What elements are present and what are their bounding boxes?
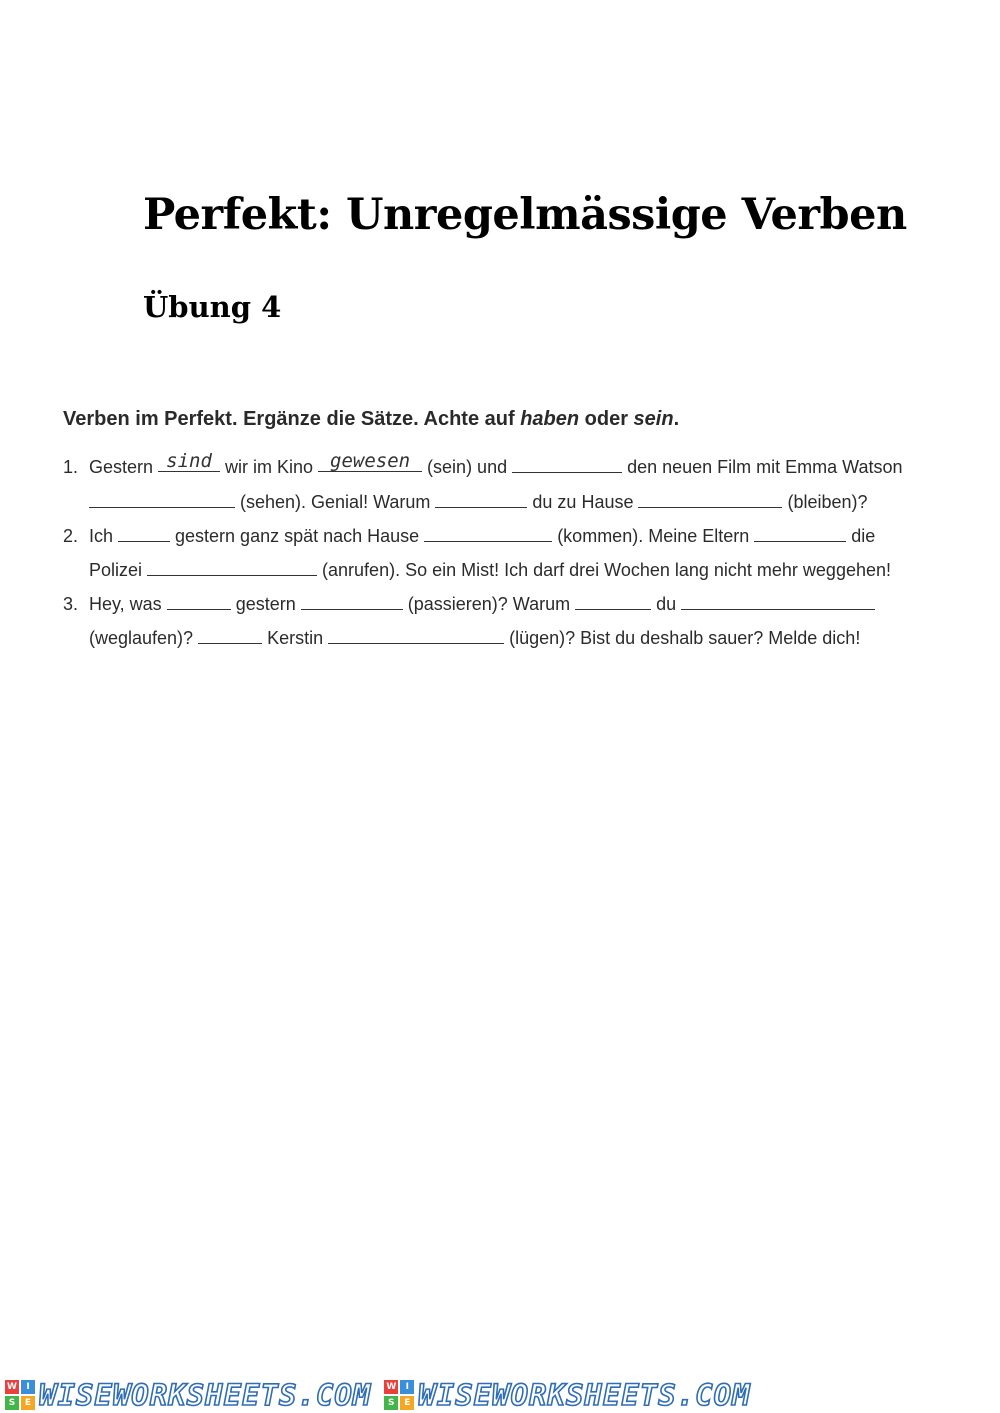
- sentence-text: wir im Kino: [220, 457, 319, 477]
- sentence-text: du: [651, 594, 682, 614]
- answer-blank[interactable]: [158, 450, 220, 472]
- sentence-text: den neuen Film mit Emma Watson: [622, 457, 903, 477]
- filled-answer: gewesen: [330, 450, 411, 472]
- filled-answer: sind: [166, 450, 212, 472]
- answer-blank[interactable]: [681, 592, 875, 610]
- exercise-number: 2.: [63, 526, 79, 546]
- sentence-text: Polizei: [89, 560, 148, 580]
- answer-blank[interactable]: [754, 524, 846, 542]
- answer-blank[interactable]: [328, 626, 504, 644]
- sentence-text: Hey, was: [89, 594, 167, 614]
- logo-cell: W: [384, 1380, 398, 1394]
- sentence-text: (bleiben)?: [782, 492, 868, 512]
- answer-blank[interactable]: [638, 490, 782, 508]
- logo-cell: E: [400, 1396, 414, 1410]
- sentence-text: gestern: [230, 594, 301, 614]
- logo-icon: [384, 1380, 414, 1410]
- sentence-text: (weglaufen)?: [89, 628, 199, 648]
- instruction-sein: sein: [633, 408, 674, 430]
- instruction-part: Verben im Perfekt. Ergänze die Sätze. Achte auf: [63, 408, 521, 430]
- sentence-text: die: [846, 526, 876, 546]
- watermark-text: WISEWORKSHEETS.COM: [39, 1377, 372, 1412]
- answer-blank[interactable]: [167, 592, 231, 610]
- sentence-text: (anrufen). So ein Mist! Ich darf drei Wochen lang nicht mehr weggehen!: [317, 560, 892, 580]
- sentence-text: Gestern: [89, 457, 159, 477]
- exercise-2-line-2: [89, 557, 979, 583]
- exercise-number: 1.: [63, 457, 79, 477]
- watermark-group: [5, 1378, 371, 1412]
- answer-blank[interactable]: [118, 524, 170, 542]
- instruction-text: [63, 408, 679, 431]
- logo-cell: S: [5, 1396, 19, 1410]
- exercise-3-line-1: [63, 591, 953, 617]
- sentence-text: (passieren)? Warum: [402, 594, 576, 614]
- exercise-1-line-2: [89, 489, 979, 515]
- instruction-part: .: [673, 408, 680, 430]
- logo-cell: W: [5, 1380, 19, 1394]
- instruction-part: oder: [579, 408, 634, 430]
- exercise-subtitle: Übung 4: [143, 290, 282, 324]
- watermark-text: WISEWORKSHEETS.COM: [418, 1377, 751, 1412]
- exercise-1-line-1: [63, 450, 953, 480]
- answer-blank[interactable]: [435, 490, 527, 508]
- logo-icon: [5, 1380, 35, 1410]
- logo-cell: E: [21, 1396, 35, 1410]
- sentence-text: du zu Hause: [527, 492, 639, 512]
- answer-blank[interactable]: [318, 450, 422, 472]
- answer-blank[interactable]: [89, 490, 235, 508]
- instruction-haben: haben: [520, 408, 580, 430]
- watermark-group: [384, 1378, 750, 1412]
- answer-blank[interactable]: [512, 455, 622, 473]
- answer-blank[interactable]: [301, 592, 403, 610]
- logo-cell: I: [21, 1380, 35, 1394]
- answer-blank[interactable]: [424, 524, 552, 542]
- logo-cell: S: [384, 1396, 398, 1410]
- page-title: Perfekt: Unregelmässige Verben: [143, 190, 907, 240]
- sentence-text: (kommen). Meine Eltern: [552, 526, 755, 546]
- logo-cell: I: [400, 1380, 414, 1394]
- answer-blank[interactable]: [147, 558, 317, 576]
- exercise-3-line-2: [89, 625, 979, 651]
- sentence-text: Ich: [89, 526, 119, 546]
- sentence-text: Kerstin: [262, 628, 329, 648]
- answer-blank[interactable]: [575, 592, 651, 610]
- sentence-text: (sehen). Genial! Warum: [235, 492, 436, 512]
- sentence-text: (lügen)? Bist du deshalb sauer? Melde dich!: [504, 628, 861, 648]
- footer-watermark: [0, 1376, 1000, 1413]
- answer-blank[interactable]: [198, 626, 262, 644]
- sentence-text: gestern ganz spät nach Hause: [170, 526, 425, 546]
- exercise-number: 3.: [63, 594, 79, 614]
- sentence-text: (sein) und: [422, 457, 513, 477]
- exercise-2-line-1: [63, 523, 953, 549]
